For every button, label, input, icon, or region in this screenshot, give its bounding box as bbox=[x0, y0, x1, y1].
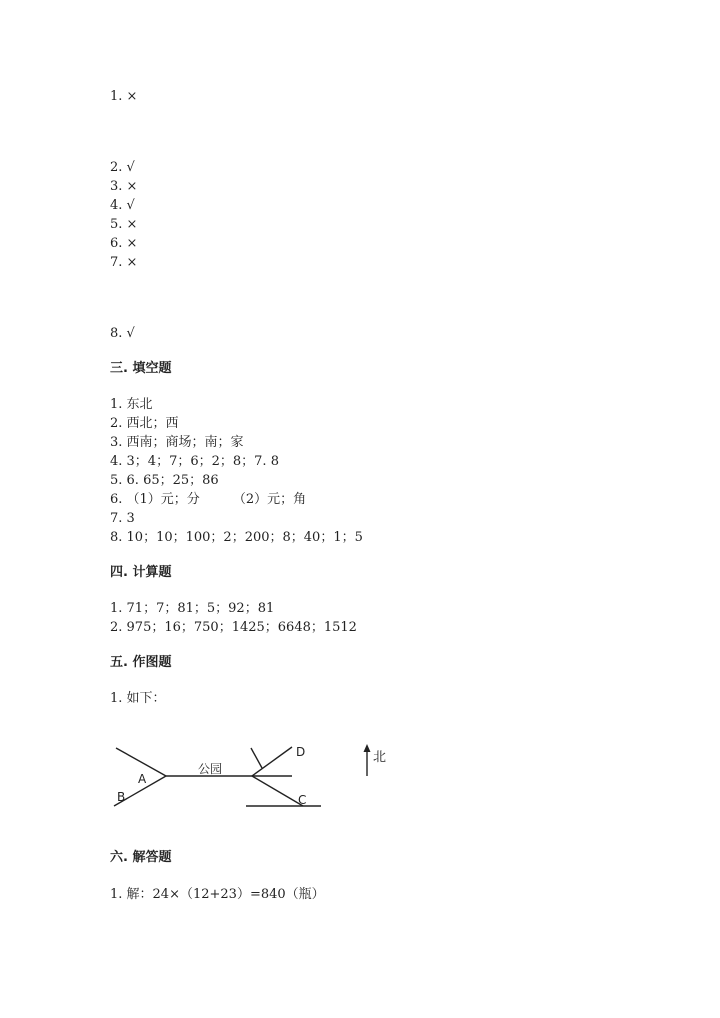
fill-answer-1: 1. 东北 bbox=[110, 397, 153, 412]
judge-answer-7: 7. × bbox=[110, 255, 138, 270]
section-4-title: 四. 计算题 bbox=[110, 565, 172, 580]
judge-answer-5: 5. × bbox=[110, 217, 138, 232]
judge-answer-6: 6. × bbox=[110, 236, 138, 251]
section-5-title: 五. 作图题 bbox=[110, 655, 172, 670]
drawing-answer-1: 1. 如下： bbox=[110, 691, 166, 706]
judge-answer-2: 2. √ bbox=[110, 160, 135, 175]
label-north: 北 bbox=[373, 750, 387, 765]
figure-line-short bbox=[251, 748, 262, 768]
fill-answer-5: 5. 6. 65；25；86 bbox=[110, 473, 219, 488]
label-c: C bbox=[298, 793, 307, 807]
section-6-title: 六. 解答题 bbox=[110, 850, 172, 865]
label-park: 公园 bbox=[198, 762, 223, 776]
fill-answer-3: 3. 西南；商场；南；家 bbox=[110, 435, 244, 450]
judge-answer-3: 3. × bbox=[110, 179, 138, 194]
solve-answer-1: 1. 解：24×（12+23）=840（瓶） bbox=[110, 887, 325, 902]
north-arrow-icon bbox=[364, 744, 371, 752]
fill-answer-4: 4. 3；4；7；6；2；8；7. 8 bbox=[110, 454, 279, 469]
label-d: D bbox=[296, 745, 306, 759]
label-b: B bbox=[117, 790, 126, 804]
section-3-title: 三. 填空题 bbox=[110, 361, 172, 376]
judge-answer-1: 1. × bbox=[110, 89, 138, 104]
judge-answer-8: 8. √ bbox=[110, 326, 135, 341]
fill-answer-6: 6. （1）元；分 （2）元；角 bbox=[110, 492, 307, 507]
fill-answer-2: 2. 西北；西 bbox=[110, 416, 179, 431]
label-a: A bbox=[138, 772, 147, 786]
fill-answer-8: 8. 10；10；100；2；200；8；40；1；5 bbox=[110, 530, 363, 545]
fill-answer-7: 7. 3 bbox=[110, 511, 135, 526]
calc-answer-2: 2. 975；16；750；1425；6648；1512 bbox=[110, 620, 357, 635]
figure-line-c bbox=[252, 776, 303, 806]
judge-answer-4: 4. √ bbox=[110, 198, 135, 213]
calc-answer-1: 1. 71；7；81；5；92；81 bbox=[110, 601, 275, 616]
